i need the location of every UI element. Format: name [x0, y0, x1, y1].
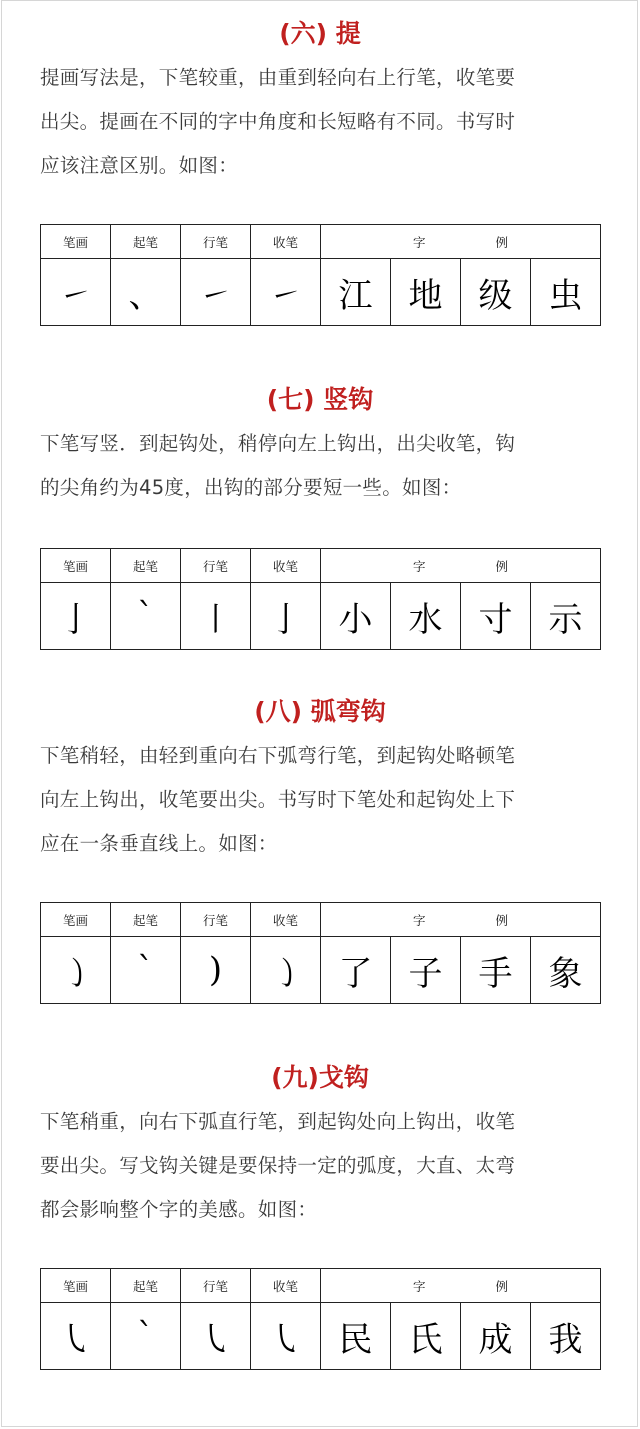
header-move: 行笔 [181, 225, 251, 259]
text-line: 提画写法是，下笔较重，由重到轻向右上行笔，收笔要 [40, 66, 516, 89]
start-cell [111, 259, 181, 326]
move-cell [181, 259, 251, 326]
start-cell [111, 583, 181, 650]
stroke-glyph: 亅 [58, 599, 93, 640]
stroke-cell [41, 583, 111, 650]
header-examples [321, 1269, 601, 1303]
text-line: 应在一条垂直线上。如图： [40, 832, 278, 855]
header-examples-char1: 字 [413, 558, 426, 574]
header-start: 起笔 [111, 549, 181, 583]
header-stroke: 笔画 [41, 225, 111, 259]
header-examples-char1: 字 [413, 234, 426, 250]
stroke-cell [41, 937, 111, 1004]
header-finish: 收笔 [251, 549, 321, 583]
move-cell [181, 937, 251, 1004]
example-char: 我 [531, 1303, 601, 1370]
example-char: 江 [321, 259, 391, 326]
stroke-glyph: ㇀ [58, 275, 93, 316]
header-finish: 收笔 [251, 903, 321, 937]
move-cell [181, 1303, 251, 1370]
header-examples-char1: 字 [413, 1278, 426, 1294]
start-glyph: ` [137, 596, 154, 636]
move-glyph: ㇂ [198, 1319, 233, 1360]
finish-glyph: 亅 [268, 599, 303, 640]
start-cell [111, 1303, 181, 1370]
start-glyph: ` [137, 950, 154, 990]
table-body-row [41, 259, 601, 326]
text-line: 要出尖。写戈钩关键是要保持一定的弧度，大直、太弯 [40, 1154, 516, 1177]
text-line: 下笔稍重，向右下弧直行笔，到起钩处向上钩出，收笔 [40, 1110, 516, 1133]
example-char: 了 [321, 937, 391, 1004]
text-line: 的尖角约为45度，出钩的部分要短一些。如图： [40, 476, 462, 499]
text-line: 下笔稍轻，由轻到重向右下弧弯行笔，到起钩处略顿笔 [40, 744, 516, 767]
section-text-shugou [40, 422, 600, 510]
finish-glyph: ㇁ [268, 953, 303, 994]
stroke-table-huwangou [40, 902, 601, 1004]
text-line: 出尖。提画在不同的字中角度和长短略有不同。书写时 [40, 110, 516, 133]
header-examples-char2: 例 [495, 558, 509, 574]
example-char: 民 [321, 1303, 391, 1370]
stroke-table-ti [40, 224, 601, 326]
example-char: 级 [461, 259, 531, 326]
text-line: 都会影响整个字的美感。如图： [40, 1198, 318, 1221]
header-examples-char2: 例 [495, 912, 509, 928]
section-title-gegou: (九)戈钩 [271, 1063, 369, 1092]
example-char: 成 [461, 1303, 531, 1370]
start-glyph: ` [137, 1316, 154, 1356]
example-char: 小 [321, 583, 391, 650]
table-body-row [41, 937, 601, 1004]
section-text-ti [40, 56, 600, 188]
example-char: 虫 [531, 259, 601, 326]
finish-cell [251, 937, 321, 1004]
table-header-row [41, 1269, 601, 1303]
section-title-huwangou: (八) 弧弯钩 [254, 697, 386, 726]
header-move: 行笔 [181, 903, 251, 937]
stroke-table-shugou [40, 548, 601, 650]
header-finish: 收笔 [251, 225, 321, 259]
section-title-ti: (六) 提 [279, 19, 361, 48]
example-char: 氏 [391, 1303, 461, 1370]
example-char: 示 [531, 583, 601, 650]
move-cell [181, 583, 251, 650]
header-examples [321, 549, 601, 583]
header-stroke: 笔画 [41, 1269, 111, 1303]
header-examples [321, 225, 601, 259]
move-glyph: ) [208, 950, 223, 990]
header-start: 起笔 [111, 903, 181, 937]
text-line: 应该注意区别。如图： [40, 154, 239, 177]
section-text-gegou [40, 1100, 600, 1232]
text-line: 向左上钩出，收笔要出尖。书写时下笔处和起钩处上下 [40, 788, 516, 811]
example-char: 子 [391, 937, 461, 1004]
stroke-glyph: ㇂ [58, 1319, 93, 1360]
move-glyph: 〡 [198, 599, 233, 640]
header-examples-char2: 例 [495, 1278, 509, 1294]
table-header-row [41, 549, 601, 583]
move-glyph: ㇀ [198, 275, 233, 316]
finish-cell [251, 583, 321, 650]
example-char: 寸 [461, 583, 531, 650]
text-line: 下笔写竖．到起钩处，稍停向左上钩出，出尖收笔，钩 [40, 432, 516, 455]
header-move: 行笔 [181, 1269, 251, 1303]
example-char: 手 [461, 937, 531, 1004]
table-header-row [41, 225, 601, 259]
example-char: 地 [391, 259, 461, 326]
header-stroke: 笔画 [41, 549, 111, 583]
stroke-table-gegou [40, 1268, 601, 1370]
section-text-huwangou [40, 734, 600, 866]
example-char: 象 [531, 937, 601, 1004]
table-header-row [41, 903, 601, 937]
header-move: 行笔 [181, 549, 251, 583]
header-examples [321, 903, 601, 937]
header-examples-char1: 字 [413, 912, 426, 928]
finish-cell [251, 259, 321, 326]
header-start: 起笔 [111, 225, 181, 259]
stroke-cell [41, 1303, 111, 1370]
stroke-glyph: ㇁ [58, 953, 93, 994]
table-body-row [41, 1303, 601, 1370]
header-start: 起笔 [111, 1269, 181, 1303]
table-body-row [41, 583, 601, 650]
finish-cell [251, 1303, 321, 1370]
header-examples-char2: 例 [495, 234, 509, 250]
finish-glyph: ㇀ [268, 275, 303, 316]
start-cell [111, 937, 181, 1004]
section-title-shugou: (七) 竖钩 [266, 385, 374, 414]
example-char: 水 [391, 583, 461, 650]
header-finish: 收笔 [251, 1269, 321, 1303]
finish-glyph: ㇂ [268, 1319, 303, 1360]
header-stroke: 笔画 [41, 903, 111, 937]
stroke-cell [41, 259, 111, 326]
start-glyph: 、 [128, 275, 163, 316]
